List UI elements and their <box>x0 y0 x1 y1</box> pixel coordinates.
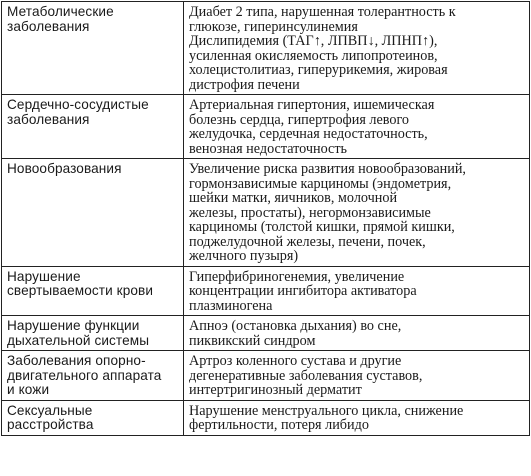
description-line: Артериальная гипертония, ишемическая <box>189 97 435 113</box>
category-line: Нарушение функции <box>7 318 140 333</box>
category-line: Сексуальные <box>7 402 93 418</box>
description-cell <box>184 351 530 401</box>
description-cell <box>184 400 530 435</box>
description-line: усиленная окисляемость липопротеинов, <box>189 47 438 64</box>
category-cell <box>2 400 184 435</box>
description-line: Апноэ (остановка дыхания) во сне, <box>189 318 402 334</box>
description-line: Артроз коленного сустава и другие <box>189 353 402 369</box>
table-row <box>2 266 530 316</box>
description-cell <box>184 159 530 267</box>
description-line: желудочка, сердечная недостаточность, <box>189 126 428 142</box>
description-line: Дислипидемия (ТАГ↑, ЛПВП↓, ЛПНП↑), <box>189 33 438 49</box>
description-cell <box>184 266 530 316</box>
obesity-complications-table <box>1 1 530 436</box>
description-line: поджелудочной железы, печени, почек, <box>189 233 426 250</box>
category-cell <box>2 2 184 95</box>
description-line: плазминогена <box>189 297 273 314</box>
description-line: Увеличение риска развития новообразований, <box>189 161 466 177</box>
description-line: концентрации ингибитора активатора <box>189 283 417 299</box>
description-line: Нарушение менструального цикла, снижение <box>189 402 464 419</box>
category-cell <box>2 95 184 159</box>
table-row <box>2 316 530 351</box>
description-line: венозная недостаточность <box>189 140 348 157</box>
description-line: Диабет 2 типа, нарушенная толерантность к <box>189 4 456 20</box>
category-line: Нарушение <box>7 268 81 284</box>
description-line: дегенеративные заболевания суставов, <box>189 367 423 384</box>
category-line: Заболевания опорно- <box>7 353 146 368</box>
table-row <box>2 159 530 267</box>
description-line: желчного пузыря) <box>189 248 299 264</box>
category-line: Метаболические <box>7 4 114 19</box>
description-line: глюкозе, гиперинсулинемия <box>189 18 358 35</box>
category-line: заболевания <box>7 111 90 127</box>
description-line: фертильности, потеря либидо <box>189 417 369 433</box>
table-row <box>2 95 530 159</box>
category-line: расстройства <box>7 417 94 432</box>
description-line: интертригинозный дерматит <box>189 382 362 398</box>
table-row <box>2 351 530 401</box>
category-line: заболевания <box>7 18 90 34</box>
category-line: Сердечно-сосудистые <box>7 97 149 112</box>
description-cell <box>184 95 530 159</box>
category-line: Новообразования <box>7 161 122 176</box>
description-line: дистрофия печени <box>189 76 300 93</box>
description-cell <box>184 316 530 351</box>
category-cell <box>2 351 184 401</box>
description-line: Гиперфибриногенемия, увеличение <box>189 268 405 285</box>
category-cell <box>2 159 184 267</box>
category-line: и кожи <box>7 382 50 397</box>
description-line: холецистолитиаз, гиперурикемия, жировая <box>189 62 448 78</box>
category-cell <box>2 266 184 316</box>
description-line: болезнь сердца, гипертрофия левого <box>189 111 410 128</box>
category-line: свертываемости крови <box>7 283 154 298</box>
table-row <box>2 400 530 435</box>
category-line: дыхательной системы <box>7 332 150 348</box>
description-line: гормонзависимые карциномы (эндометрия, <box>189 175 452 192</box>
description-line: пиквикский синдром <box>189 332 316 349</box>
table-row <box>2 2 530 95</box>
category-line: двигательного аппарата <box>7 367 162 383</box>
description-line: карциномы (толстой кишки, прямой кишки, <box>189 219 455 235</box>
description-line: железы, простаты), негормонзависимые <box>189 204 431 221</box>
category-cell <box>2 316 184 351</box>
description-cell <box>184 2 530 95</box>
description-line: шейки матки, яичников, молочной <box>189 190 398 206</box>
